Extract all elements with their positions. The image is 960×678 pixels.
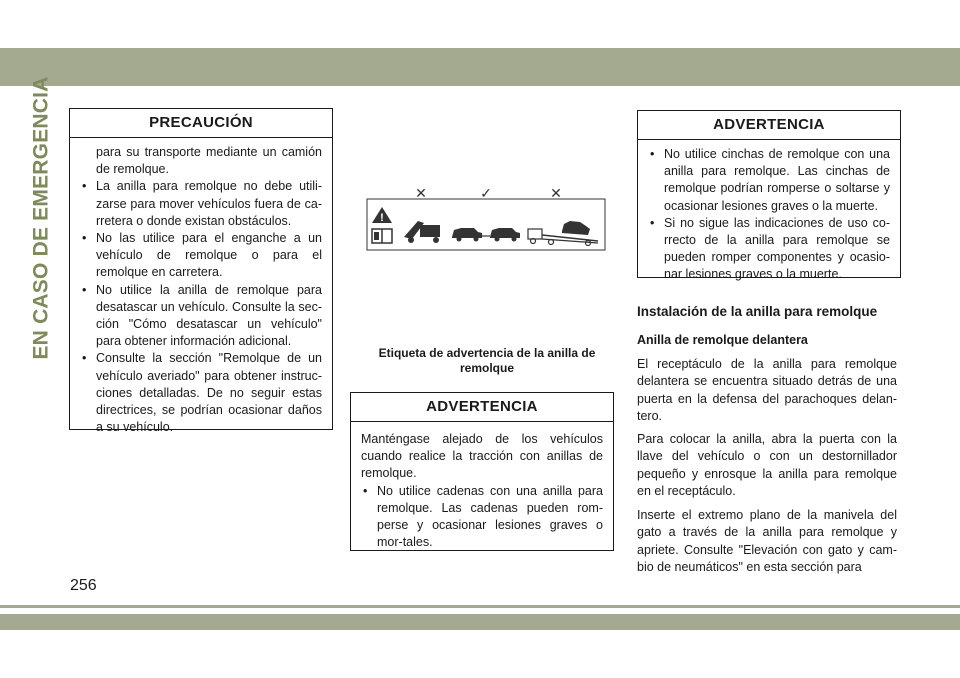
advertencia-right-bullet-2: • Si no sigue las indicaciones de uso co-rrecto de la anilla para remolque se pueden romper componentes y ocasio-nar lesiones graves o la muerte. (648, 215, 890, 284)
car-towing-car-icon (452, 228, 520, 242)
precaucion-bullet-2: • No las utilice para el enganche a un vehículo de remolque o para el remolque en carretera. (80, 230, 322, 282)
paragraph-2: Para colocar la anilla, abra la puerta con la llave del vehículo o con un destornillador pequeño y enrosque la anilla para remolque en el receptáculo. (637, 432, 897, 499)
precaucion-bullet-1: • La anilla para remolque no debe utili-zarse para mover vehículos fuera de ca-rretera o donde existan obstáculos. (80, 178, 322, 230)
section-heading: Instalación de la anilla para remolque (637, 304, 878, 319)
precaucion-box (69, 108, 333, 435)
advertencia-right-header: ADVERTENCIA (638, 111, 900, 140)
side-section-title: EN CASO DE EMERGENCIA (30, 75, 54, 360)
advertencia-box-center (350, 392, 614, 551)
page-number: 256 (70, 577, 97, 594)
bottom-rule (0, 605, 960, 608)
precaucion-header: PRECAUCIÓN (70, 109, 332, 138)
advertencia-box-right (637, 110, 901, 282)
svg-text:!: ! (380, 212, 384, 224)
warning-triangle-icon (372, 207, 392, 224)
paragraph-1: El receptáculo de la anilla para remolque delantera se encuentra situado detrás de una puerta en la defensa del parachoques delan-tero. (637, 357, 897, 424)
advertencia-center-bullet-1: • No utilice cadenas con una anilla para remolque. Las cadenas pueden rom-perse y ocasionar lesiones graves o mor-tales. (361, 483, 603, 552)
advertencia-right-body (638, 140, 900, 294)
section-subheading: Anilla de remolque delantera (637, 333, 808, 347)
advertencia-right-bullet-1: • No utilice cinchas de remolque con una anilla para remolque. Las cinchas de remolque podrían romperse o soltarse y ocasionar lesiones graves o la muerte. (648, 146, 890, 215)
precaucion-bullet-3: • No utilice la anilla de remolque para desatascar un vehículo. Consulte la sec-ción "Cómo desatascar un vehículo" para obtener información adicional. (80, 282, 322, 351)
bottom-band (0, 614, 960, 630)
warning-label-illustration (366, 185, 606, 251)
precaucion-body (70, 138, 332, 446)
top-band (0, 48, 960, 86)
advertencia-center-header: ADVERTENCIA (351, 393, 613, 422)
paragraph-3: Inserte el extremo plano de la manivela del gato a través de la anilla para remolque y apriete. Consulte "Elevación con gato y cam-bio de neumáticos" en esta sección para (637, 508, 897, 575)
allowed-mark: ✓ (480, 185, 492, 201)
precaucion-continuation: para su transporte mediante un camión de remolque. (96, 145, 322, 177)
not-allowed-mark-1: ✕ (415, 185, 427, 201)
flatbed-truck-icon (528, 221, 598, 246)
tow-truck-lift-icon (404, 221, 440, 243)
not-allowed-mark-2: ✕ (550, 185, 562, 201)
advertencia-center-intro: Manténgase alejado de los vehículos cuando realice la tracción con anillas de remolque. (361, 432, 603, 481)
precaucion-bullet-4: • Consulte la sección "Remolque de un vehículo averiado" para obtener instruc-ciones detalladas. De no seguir estas directrices, se podrían ocasionar daños a su vehículo. (80, 350, 322, 436)
tow-hook-warning-label (366, 185, 606, 251)
figure-caption: Etiqueta de advertencia de la anilla de remolque (378, 346, 596, 375)
advertencia-center-body (351, 422, 613, 561)
owner-manual-icon (372, 229, 392, 243)
